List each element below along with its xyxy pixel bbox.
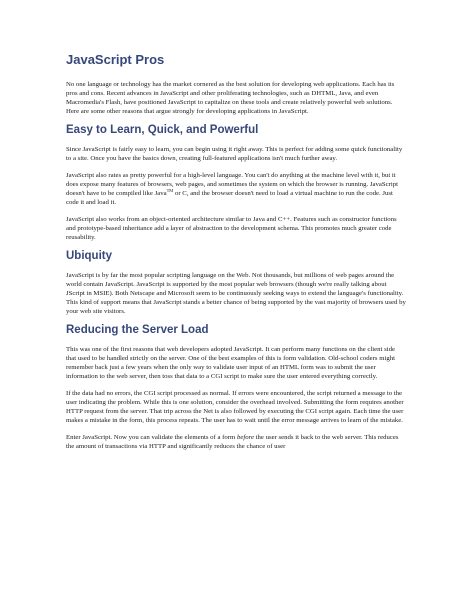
emphasis-text: before	[236, 434, 254, 441]
paragraph: Since JavaScript is fairly easy to learn, you can begin using it right away. This is perfect for adding some quick functionality to a site. Once you have the basics down, creating full-featured applications isn't much further away.	[66, 146, 403, 162]
text-run: Enter JavaScript. Now you can validate the elements of a form	[66, 434, 237, 441]
text-run: or C, and the browser doesn't need to load a virtual machine to run the code. Just code it and load it.	[66, 190, 393, 206]
page-title: JavaScript Pros	[66, 52, 165, 67]
paragraph	[66, 171, 406, 207]
section-ubiquity	[66, 250, 406, 316]
section-heading: Ubiquity	[66, 250, 112, 262]
text-run: the user sends it back to the web server. This reduces the amount of transactions via HTTP and significantly reduces the chance of user	[66, 434, 399, 450]
paragraph	[66, 433, 406, 451]
section-heading: Easy to Learn, Quick, and Powerful	[66, 124, 259, 136]
paragraph: JavaScript is by far the most popular scripting language on the Web. Not thousands, but millions of web pages around the world contain JavaScript. JavaScript is supported by the most popular web browsers (though we're really talking about JScript in MSIE). Both Netscape and Microsoft seem to be continuously seeking ways to extend the language's functionality. This kind of support means that JavaScript stands a better chance of being supported by the vast majority of browsers used by your web site visitors.	[66, 272, 406, 315]
intro-paragraph: No one language or technology has the market cornered as the best solution for developing web applications. Each has its pros and cons. Recent advances in JavaScript and other proliferating technologies, such as DHTML, Java, and even Macromedia's Flash, have positioned JavaScript to capitalize on these tools and create relatively powerful web solutions. Here are some other reasons that argue strongly for developing applications in JavaScript.	[66, 81, 395, 115]
paragraph: If the data had no errors, the CGI script processed as normal. If errors were encountered, the script returned a message to the user indicating the problem. While this is one solution, consider the overhead involved. Submitting the form requires another HTTP request from the server. That trip across the Net is also followed by executing the CGI script again. Each time the user makes a mistake in the form, this process repeats. The user has to wait until the error message arrives to learn of the mistake.	[66, 390, 404, 424]
text-run: JavaScript also rates as pretty powerful for a high-level language. You can't do anything at the machine level with it, but it does expose many features of browsers, web pages, and sometimes the system on which the browser is running. JavaScript doesn't have to be compiled like Java	[66, 172, 398, 197]
section-reducing-server-load	[66, 324, 406, 451]
paragraph: This was one of the first reasons that web developers adopted JavaScript. It can perform many functions on the client side that used to be handled strictly on the server. One of the best examples of this is form validation. Old-school coders might remember back just a few years when the only way to validate user input of an HTML form was to submit the user information to the web server, then toss that data to a CGI script to make sure the user entered everything correctly.	[66, 346, 395, 380]
section-heading: Reducing the Server Load	[66, 324, 209, 336]
section-easy-to-learn	[66, 124, 406, 242]
trademark-superscript: TM	[166, 187, 174, 193]
paragraph: JavaScript also works from an object-oriented architecture similar to Java and C++. Features such as constructor functions and prototype-based inheritance add a layer of abstraction to the development schema. This promotes much greater code reusability.	[66, 216, 397, 241]
